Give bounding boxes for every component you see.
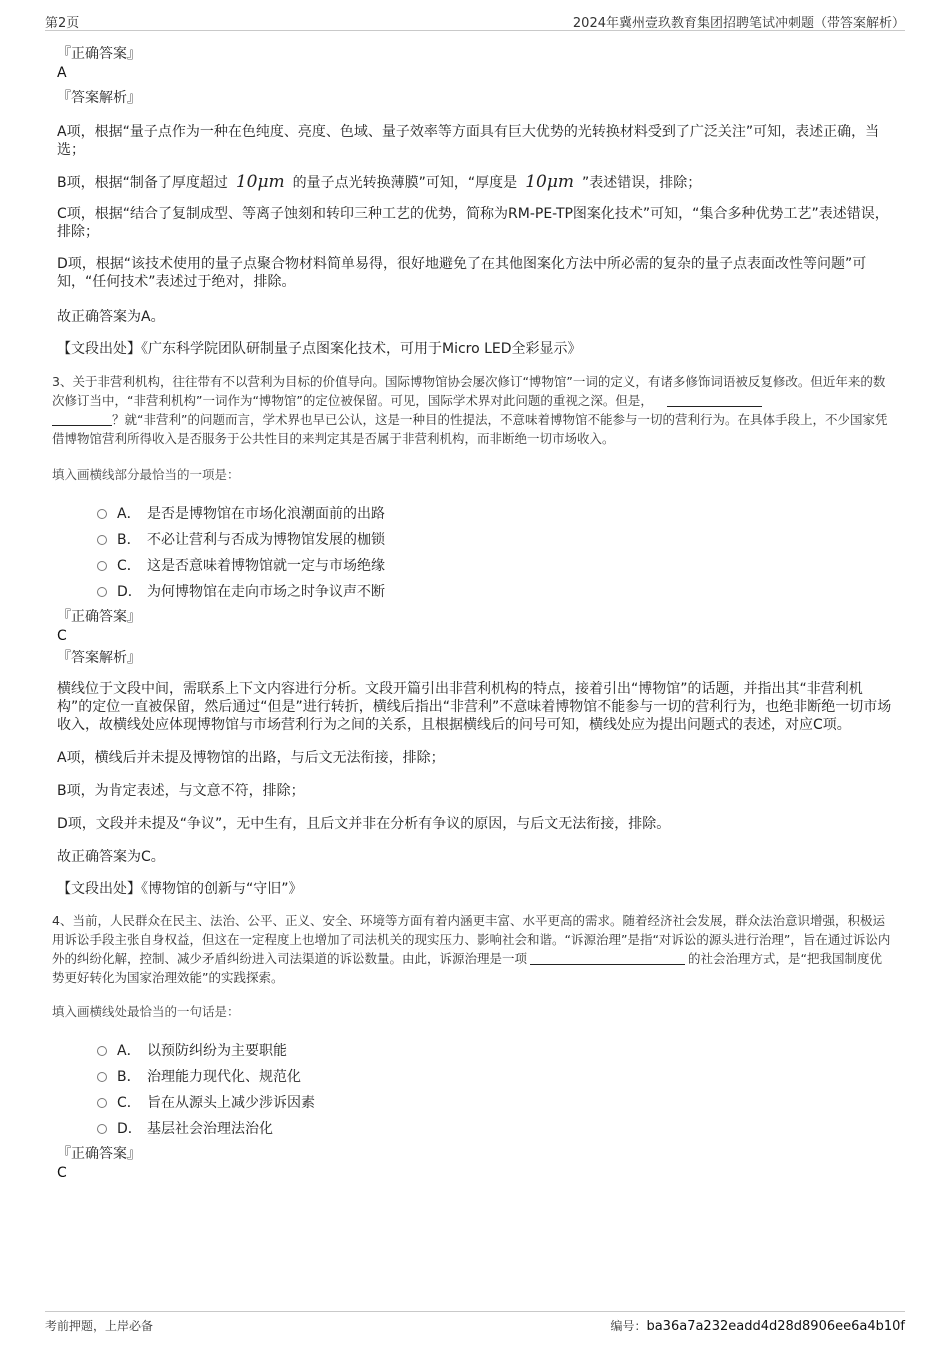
radio-icon[interactable] <box>97 587 107 597</box>
q4-option-b[interactable]: B． 治理能力现代化、规范化 <box>97 1064 893 1090</box>
q3-explain-label: 『答案解析』 <box>57 650 141 666</box>
q3-analysis-d: D项，文段并未提及“争议”，无中生有，且后文并非在分析有争议的原因，与后文无法衔接，排除。 <box>57 816 671 832</box>
q3-option-d[interactable]: D． 为何博物馆在走向市场之时争议声不断 <box>97 579 893 605</box>
document-title: 2024年冀州壹玖教育集团招聘笔试冲刺题（带答案解析） <box>572 16 905 31</box>
q4-answer-label: 『正确答案』 <box>57 1146 141 1162</box>
radio-icon[interactable] <box>97 1124 107 1134</box>
q4-option-c[interactable]: C． 旨在从源头上减少涉诉因素 <box>97 1090 893 1116</box>
radio-icon[interactable] <box>97 509 107 519</box>
radio-icon[interactable] <box>97 535 107 545</box>
q3-conclusion: 故正确答案为C。 <box>57 849 165 865</box>
q4-options <box>97 1038 893 1142</box>
radio-icon[interactable] <box>97 1072 107 1082</box>
radio-icon[interactable] <box>97 1098 107 1108</box>
q4-stem: 4、当前，人民群众在民主、法治、公平、正义、安全、环境等方面有着内涵更丰富、水平更高的需求。随着经济社会发展，群众法治意识增强，积极运用诉讼手段主张自身权益，但这在一定程度上也增加了司法机关的现实压力、影响社会和谐。“诉源治理”是指“对诉讼的源头进行治理”，旨在通过诉讼内外的纠纷化解，控制、减少矛盾纠纷进入司法渠道的诉讼数量。由此，诉源治理是一项 的社会治理方式，是“把我国制度优势更好转化为国家治理效能”的实践探索。 <box>52 913 891 985</box>
page-number: 第2页 <box>45 16 80 31</box>
document-code: 编号：ba36a7a232eadd4d28d8906ee6a4b10f <box>610 1319 905 1334</box>
q3-analysis-a: A项，横线后并未提及博物馆的出路，与后文无法衔接，排除； <box>57 750 445 766</box>
q3-blank-line <box>667 393 762 407</box>
math-thickness-1: 10μm <box>235 172 285 192</box>
q3-blank-line-2 <box>52 412 112 426</box>
q3-source: 【文段出处】《博物馆的创新与“守旧”》 <box>57 881 303 897</box>
q3-answer: C <box>57 628 67 644</box>
page-footer <box>45 1311 905 1338</box>
q3-answer-label: 『正确答案』 <box>57 609 141 625</box>
q4-answer: C <box>57 1165 67 1181</box>
q3-option-a[interactable]: A． 是否是博物馆在市场化浪潮面前的出路 <box>97 501 893 527</box>
q2-answer: A <box>57 65 67 81</box>
q4-prompt: 填入画横线处最恰当的一句话是： <box>52 1004 240 1019</box>
q3-prompt: 填入画横线部分最恰当的一项是： <box>52 467 240 482</box>
radio-icon[interactable] <box>97 1046 107 1056</box>
q4-blank-line <box>530 951 685 965</box>
radio-icon[interactable] <box>97 561 107 571</box>
q2-analysis-a: A项，根据“量子点作为一种在色纯度、亮度、色域、量子效率等方面具有巨大优势的光转换材料受到了广泛关注”可知，表述正确，当选； <box>57 124 880 158</box>
q4-option-a[interactable]: A． 以预防纠纷为主要职能 <box>97 1038 893 1064</box>
q4-option-d[interactable]: D． 基层社会治理法治化 <box>97 1116 893 1142</box>
q2-analysis-d: D项，根据“该技术使用的量子点聚合物材料简单易得，很好地避免了在其他图案化方法中所必需的复杂的量子点表面改性等问题”可知，“任何技术”表述过于绝对，排除。 <box>57 256 867 290</box>
q3-stem: 3、关于非营利机构，往往带有不以营利为目标的价值导向。国际博物馆协会屡次修订“博物馆”一词的定义，有诸多修饰词语被反复修改。但近年来的数次修订当中，“非营利机构”一词作为“博物馆”的定位被保留。可见，国际学术界对此问题的重视之深。但是， ？就“非营利”的问题而言，学术界也早已公认，这是一种目的性提法，不意味着博物馆不能参与一切的营利行为。在具体手段上，不少国家凭借博物馆营利所得收入是否服务于公共性目的来判定其是否属于非营利机构，而非断绝一切市场收入。 <box>52 374 888 446</box>
q2-analysis-b: B项，根据“制备了厚度超过 10μm 的量子点光转换薄膜”可知，“厚度是 10μm ”表述错误，排除； <box>57 172 702 192</box>
q2-conclusion: 故正确答案为A。 <box>57 309 165 325</box>
q2-explain-label: 『答案解析』 <box>57 90 141 106</box>
q3-analysis-b: B项，为肯定表述，与文意不符，排除； <box>57 783 305 799</box>
q3-options <box>97 501 893 605</box>
q3-option-c[interactable]: C． 这是否意味着博物馆就一定与市场绝缘 <box>97 553 893 579</box>
footer-slogan: 考前押题，上岸必备 <box>45 1319 154 1333</box>
document-body <box>52 40 893 1183</box>
q2-source: 【文段出处】《广东科学院团队研制量子点图案化技术，可用于Micro LED全彩显示》 <box>57 341 582 357</box>
math-thickness-2: 10μm <box>525 172 574 192</box>
q3-option-b[interactable]: B． 不必让营利与否成为博物馆发展的枷锁 <box>97 527 893 553</box>
q3-explain: 横线位于文段中间，需联系上下文内容进行分析。文段开篇引出非营利机构的特点，接着引出“博物馆”的话题，并指出其“非营利机构”的定位一直被保留，然后通过“但是”进行转折，横线后指出“非营利”不意味着博物馆不能参与一切的营利行为，也绝非断绝一切市场收入，故横线处应体现博物馆与市场营利行为之间的关系，且根据横线后的问号可知，横线处应为提出问题式的表述，对应C项。 <box>57 681 892 733</box>
q2-analysis-c: C项，根据“结合了复制成型、等离子蚀刻和转印三种工艺的优势，简称为RM-PE-TP图案化技术”可知，“集合多种优势工艺”表述错误，排除； <box>57 206 889 240</box>
page-header <box>45 8 905 31</box>
q2-answer-label: 『正确答案』 <box>57 46 141 62</box>
